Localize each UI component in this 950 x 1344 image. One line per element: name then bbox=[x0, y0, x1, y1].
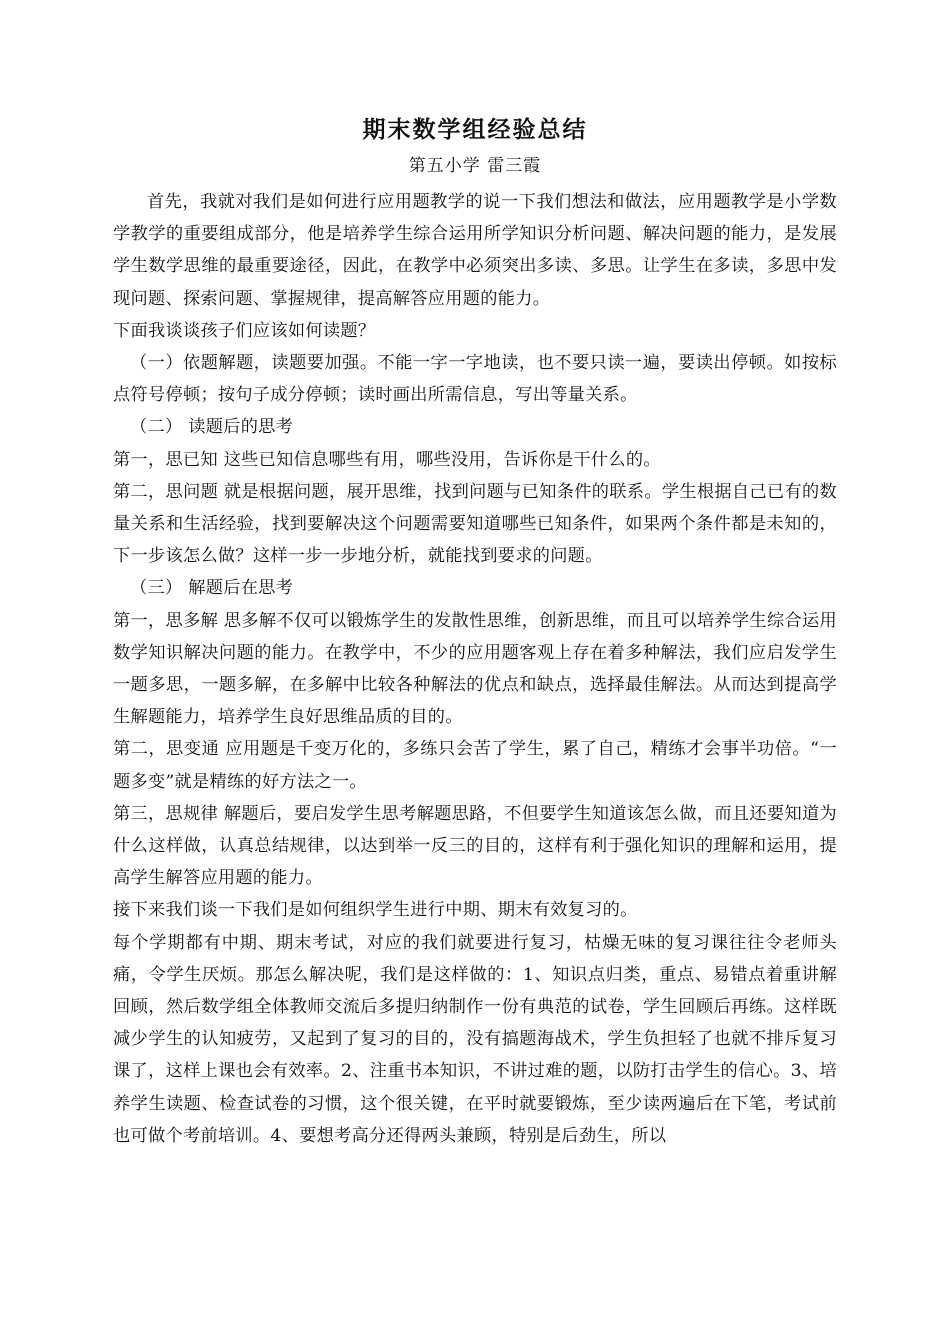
paragraph-patterns: 第三，思规律 解题后，要启发学生思考解题思路，不但要学生知道该怎么做，而且还要知道为什么这样做，认真总结规律，以达到举一反三的目的，这样有利于强化知识的理解和运用，提高学生解答应用题的能力。 bbox=[113, 803, 837, 889]
paragraph-variation: 第二，思变通 应用题是千变万化的，多练只会苦了学生，累了自己，精练才会事半功倍。“一题多变”就是精练的好方法之一。 bbox=[113, 739, 837, 792]
section-heading-2: （二） 读题后的思考 bbox=[130, 417, 294, 438]
paragraph-intro: 首先，我就对我们是如何进行应用题教学的说一下我们想法和做法，应用题教学是小学数学教学的重要组成部分，他是培养学生综合运用所学知识分析问题、解决问题的能力，是发展学生数学思维的最重要途径，因此，在教学中必须突出多读、多思。让学生在多读，多思中发现问题、探索问题、掌握规律，提高解答应用题的能力。 bbox=[113, 192, 837, 309]
document-title: 期末数学组经验总结 bbox=[362, 116, 588, 143]
paragraph-question-analysis: 第二，思问题 就是根据问题，展开思维，找到问题与已知条件的联系。学生根据自己已有的数量关系和生活经验，找到要解决这个问题需要知道哪些已知条件，如果两个条件都是未知的，下一步该怎么做？这样一步一步地分析，就能找到要求的问题。 bbox=[113, 481, 837, 567]
document-body bbox=[113, 186, 837, 1152]
paragraph-reading-question: 下面我谈谈孩子们应该如何读题？ bbox=[113, 320, 376, 341]
paragraph-review-method: 每个学期都有中期、期末考试，对应的我们就要进行复习，枯燥无味的复习课往往令老师头痛，令学生厌烦。那怎么解决呢，我们是这样做的：1、知识点归类，重点、易错点着重讲解回顾，然后数学组全体教师交流后多提归纳制作一份有典范的试卷，学生回顾后再练。这样既减少学生的认知疲劳，又起到了复习的目的，没有搞题海战术，学生负担轻了也就不排斥复习课了，这样上课也会有效率。2、注重书本知识，不讲过难的题，以防打击学生的信心。3、培养学生读题、检查试卷的习惯，这个很关键，在平时就要锻炼，至少读两遍后在下笔，考试前也可做个考前培训。4、要想考高分还得两头兼顾，特别是后劲生，所以 bbox=[113, 932, 837, 1146]
document-author: 第五小学 雷三霞 bbox=[408, 156, 542, 176]
paragraph-review-intro: 接下来我们谈一下我们是如何组织学生进行中期、期末有效复习的。 bbox=[113, 900, 638, 921]
section-heading-1: （一）依题解题，读题要加强。不能一字一字地读，也不要只读一遍，要读出停顿。如按标点符号停顿；按句子成分停顿；读时画出所需信息，写出等量关系。 bbox=[113, 353, 837, 406]
paragraph-known-info: 第一，思已知 这些已知信息哪些有用，哪些没用，告诉你是干什么的。 bbox=[113, 449, 661, 470]
paragraph-multiple-solutions: 第一，思多解 思多解不仅可以锻炼学生的发散性思维，创新思维，而且可以培养学生综合运用数学知识解决问题的能力。在教学中，不少的应用题客观上存在着多种解法，我们应启发学生一题多思，一题多解，在多解中比较各种解法的优点和缺点，选择最佳解法。从而达到提高学生解题能力，培养学生良好思维品质的目的。 bbox=[113, 610, 837, 728]
section-heading-3: （三） 解题后在思考 bbox=[130, 578, 294, 599]
